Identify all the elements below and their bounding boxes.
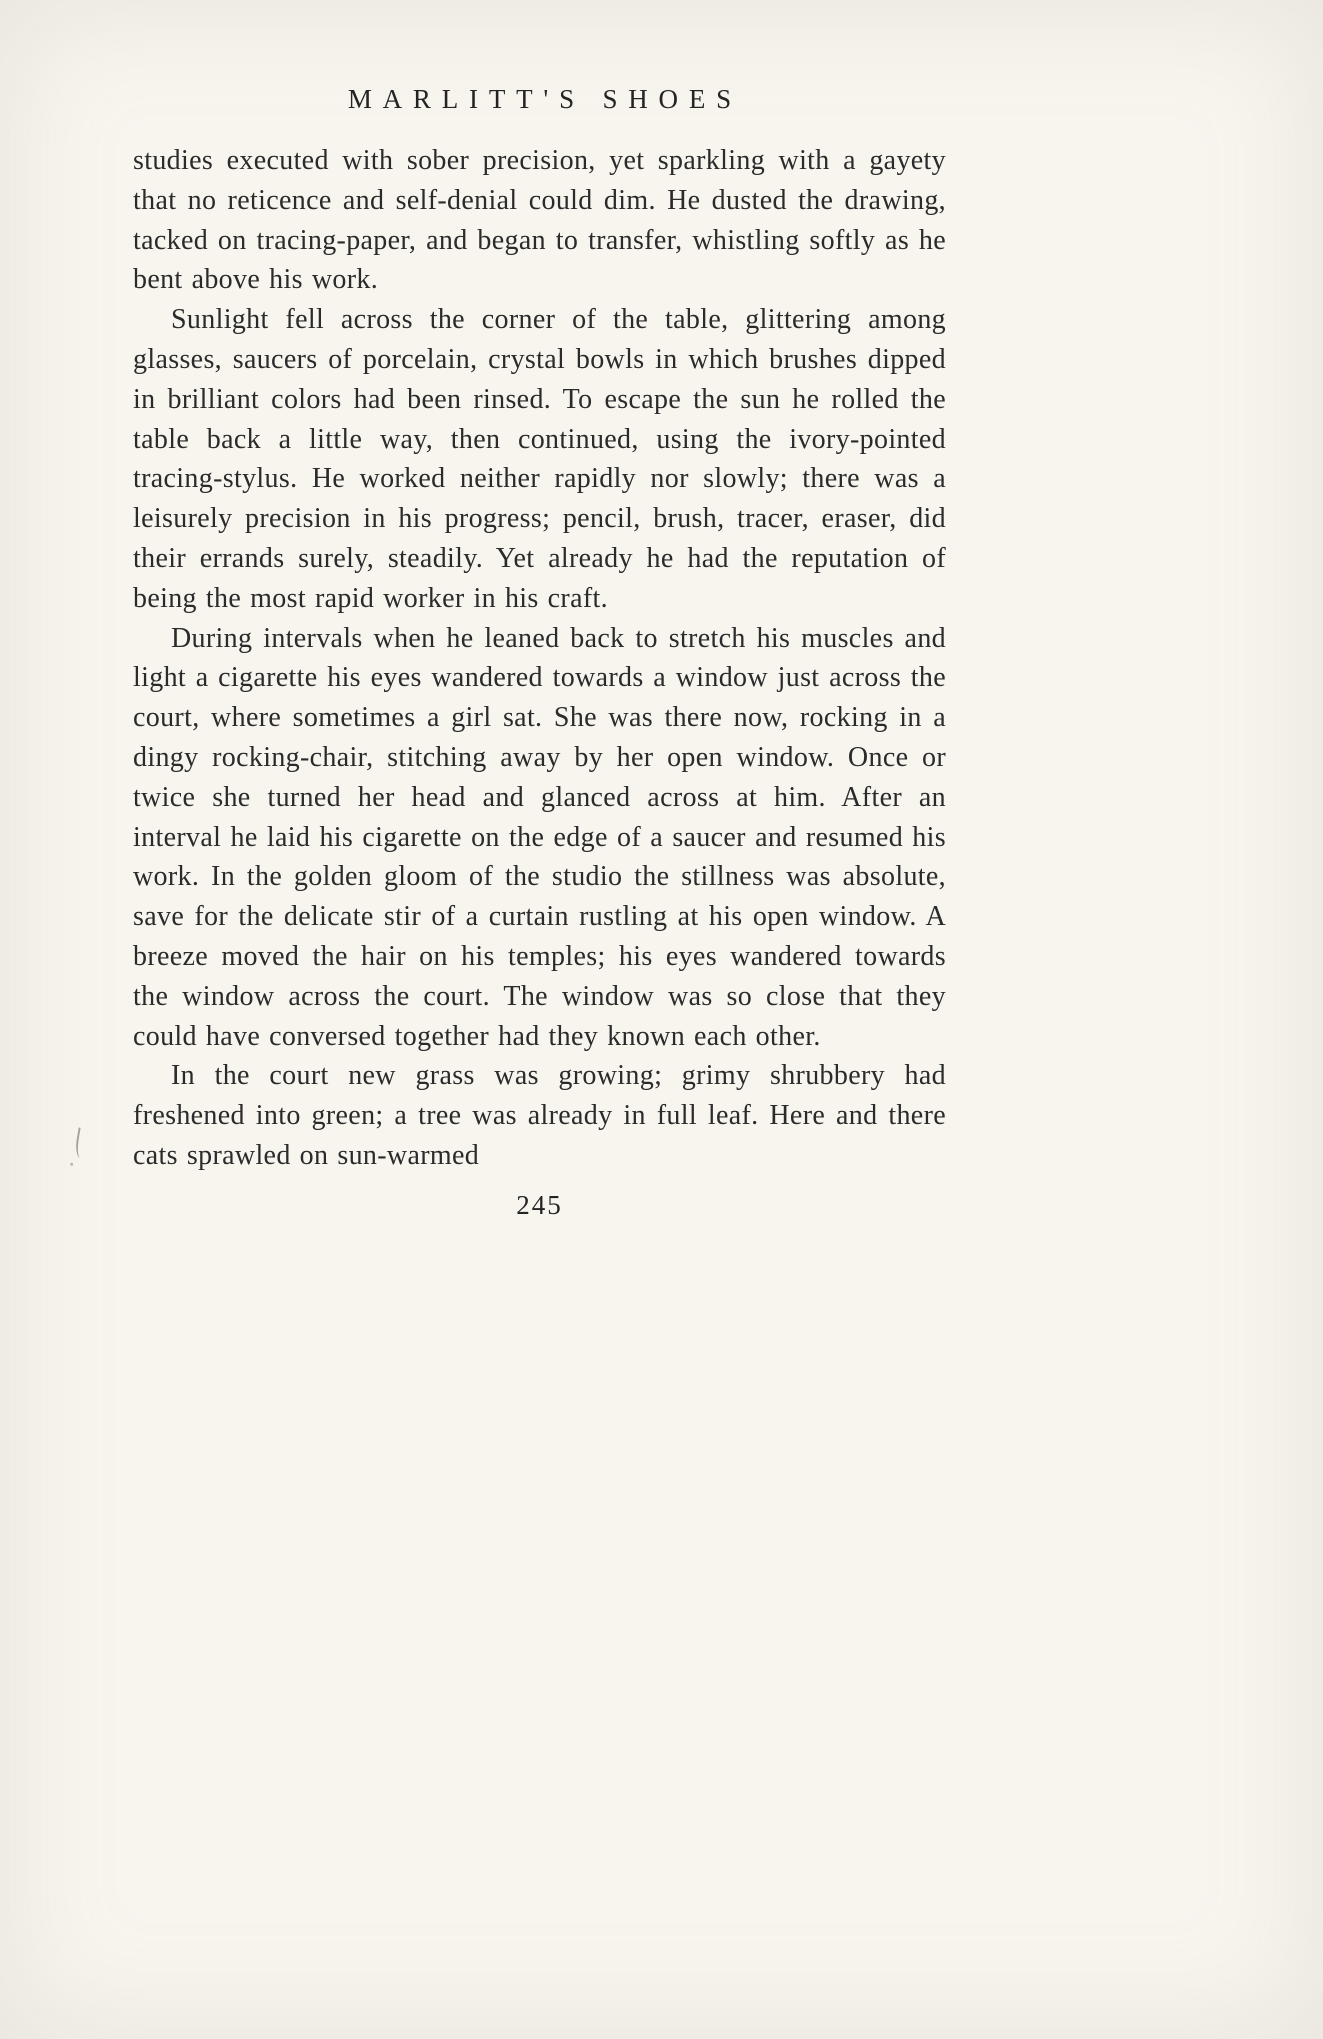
body-text <box>133 141 946 1176</box>
paragraph: During intervals when he leaned back to stretch his muscles and light a cigarette his eyes wandered towards a window just across the court, where sometimes a girl sat. She was there now, rocking in a dingy rocking-chair, stitching away by her open window. Once or twice she turned her head and glanced across at him. After an interval he laid his cigarette on the edge of a saucer and resumed his work. In the golden gloom of the studio the stillness was absolute, save for the delicate stir of a curtain rustling at his open window. A breeze moved the hair on his temples; his eyes wandered towards the window across the court. The window was so close that they could have conversed together had they known each other. <box>133 622 946 1052</box>
paragraph: Sunlight fell across the corner of the table, glittering among glasses, saucers of porcelain, crystal bowls in which brushes dipped in brilliant colors had been rinsed. To escape the sun he rolled the table back a little way, then continued, using the ivory-pointed tracing-stylus. He worked neither rapidly nor slowly; there was a leisurely precision in his progress; pencil, brush, tracer, eraser, did their errands surely, steadily. Yet already he had the reputation of being the most rapid worker in his craft. <box>133 304 946 614</box>
text-column <box>133 84 946 1221</box>
running-head-title: MARLITT'S SHOES <box>347 84 742 114</box>
scan-artifact-mark <box>73 1127 88 1158</box>
page-number: 245 <box>516 1189 563 1220</box>
paragraph: In the court new grass was growing; grimy shrubbery had freshened into green; a tree was already in full leaf. Here and there cats sprawled on sun-warmed <box>133 1060 946 1171</box>
paragraph-continuation: studies executed with sober precision, yet sparkling with a gayety that no reticence and self-denial could dim. He dusted the drawing, tacked on tracing-paper, and began to transfer, whistling softly as he bent above his work. <box>133 145 946 296</box>
